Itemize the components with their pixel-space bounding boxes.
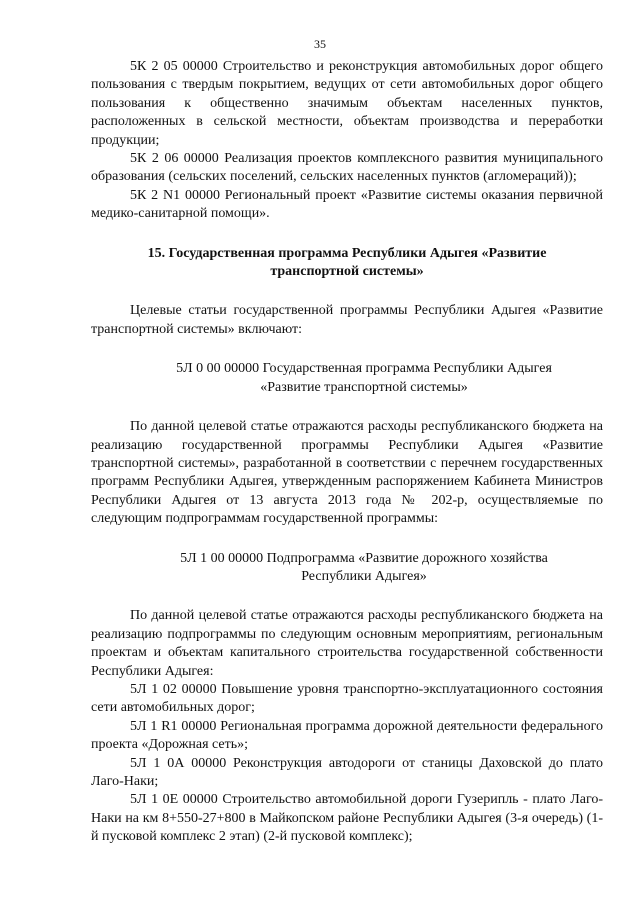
paragraph: По данной целевой статье отражаются расходы республиканского бюджета на реализацию государственной программы Республики Адыгея «Развитие транспортной системы», разработанной в соответствии с перечнем государственных программ Республики Адыгея, утвержденным распоряжением Кабинета Министров Республики Адыгея от 13 августа 2013 года № 202-р, осуществляемые по следующим подпрограммам государственной программы:	[91, 419, 603, 527]
document-body	[91, 58, 603, 847]
section-heading: 15. Государственная программа Республики Адыгея «Развитие транспортной системы»	[147, 245, 547, 280]
paragraph: По данной целевой статье отражаются расходы республиканского бюджета на реализацию подпрограммы по следующим основным мероприятиям, региональным проектам и объектам капитального строительства государственной собственности Республики Адыгея:	[91, 608, 603, 679]
list-item: 5К 2 05 00000 Строительство и реконструкция автомобильных дорог общего пользования с твердым покрытием, ведущих от сети автомобильных дорог общего пользования к общественно значимым объектам населенных пунктов, расположенных в сельской местности, объектам производства и переработки продукции;	[91, 59, 603, 148]
list-item: 5Л 1 0Е 00000 Строительство автомобильной дороги Гузерипль - плато Лаго-Наки на км 8+550-27+800 в Майкопском районе Республики Адыгея (3-я очередь) (1-й пусковой комплекс 2 этап) (2-й пусковой комплекс);	[91, 792, 603, 845]
subprogram-title: 5Л 1 00 00000 Подпрограмма «Развитие дорожного хозяйства Республики Адыгея»	[180, 550, 548, 584]
page-number: 35	[314, 37, 326, 51]
list-item: 5К 2 06 00000 Реализация проектов комплексного развития муниципального образования (сельских поселений, сельских населенных пунктов (агломераций));	[91, 151, 603, 185]
list-item: 5К 2 N1 00000 Региональный проект «Развитие системы оказания первичной медико-санитарной помощи».	[91, 187, 603, 222]
list-item: 5Л 1 0А 00000 Реконструкция автодороги от станицы Даховской до плато Лаго-Наки;	[91, 755, 603, 789]
list-item: 5Л 1 02 00000 Повышение уровня транспортно-эксплуатационного состояния сети автомобильных дорог;	[91, 681, 603, 716]
paragraph: Целевые статьи государственной программы Республики Адыгея «Развитие транспортной системы» включают:	[91, 303, 603, 337]
list-item: 5Л 1 R1 00000 Региональная программа дорожной деятельности федерального проекта «Дорожная сеть»;	[91, 718, 603, 753]
program-title: 5Л 0 00 00000 Государственная программа Республики Адыгея «Развитие транспортной системы»	[176, 361, 552, 395]
